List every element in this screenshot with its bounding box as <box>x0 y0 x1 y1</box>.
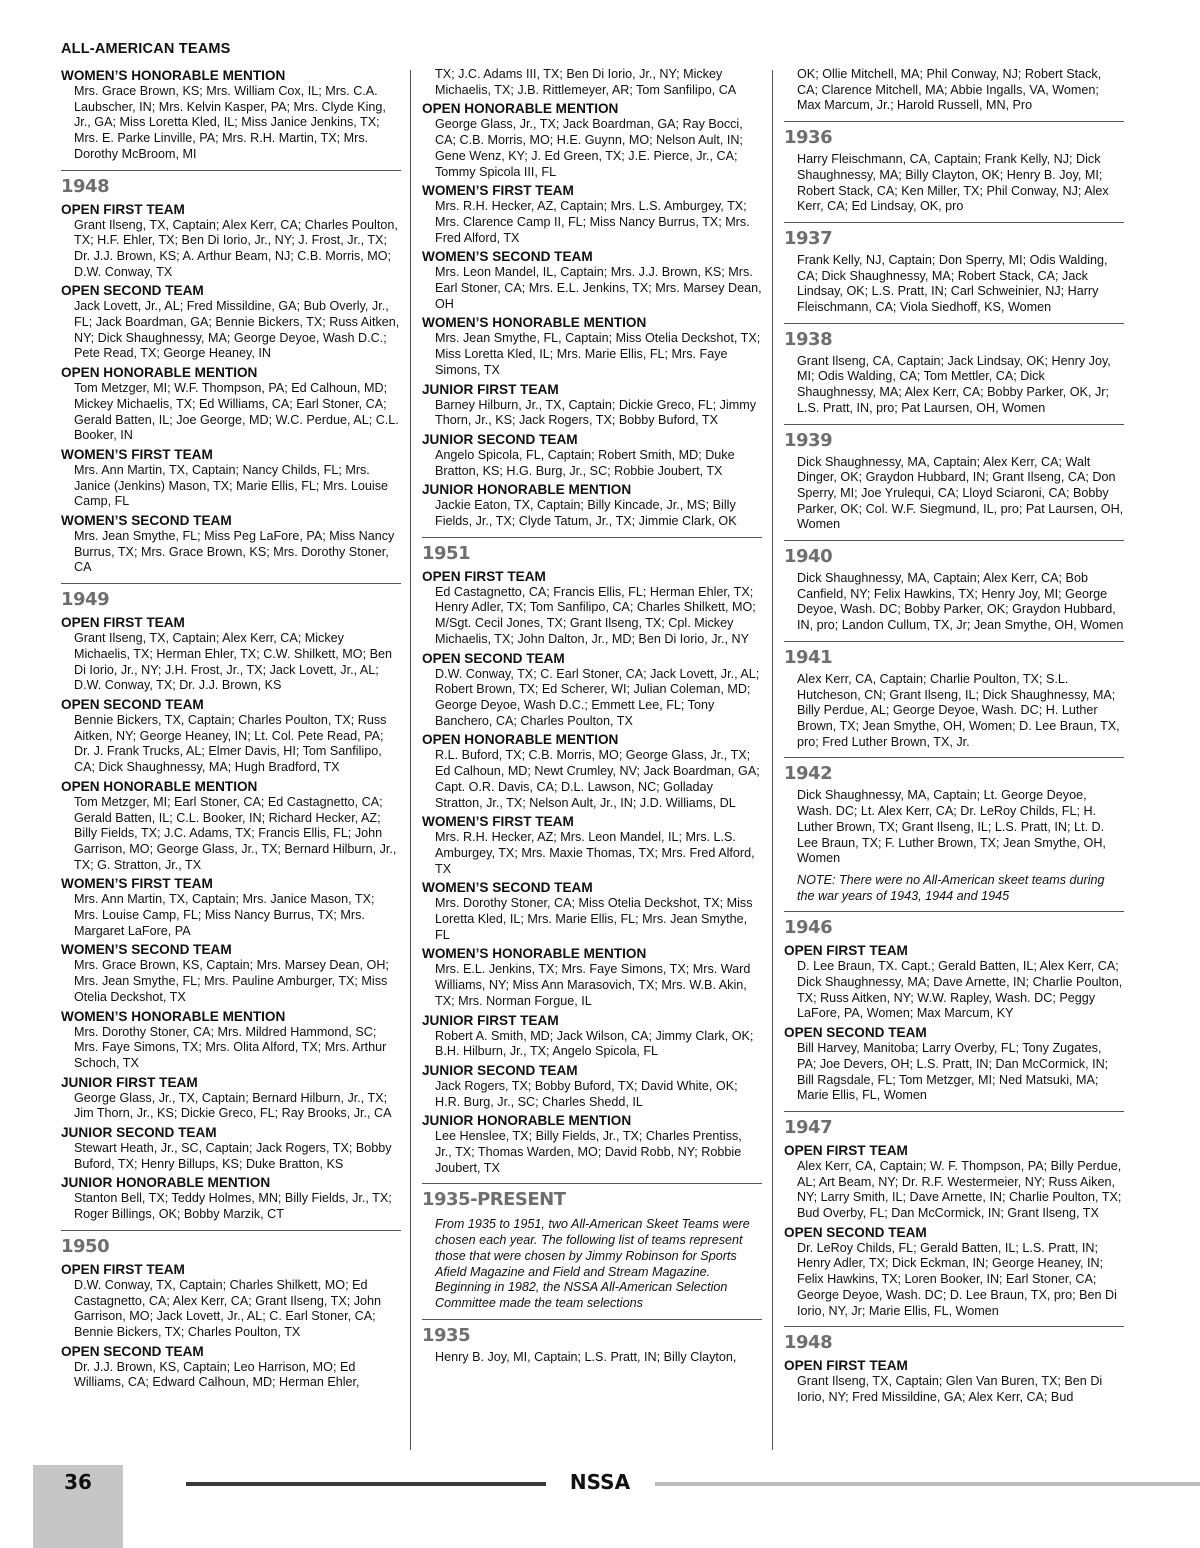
year-heading: 1938 <box>784 323 1124 351</box>
team-members: Grant Ilseng, CA, Captain; Jack Lindsay, OK; Henry Joy, MI; Odis Walding, CA; Tom Mettler, CA; Dick Shaughnessy, MA; Alex Kerr, CA; Bobby Parker, OK, Jr; L.S. Pratt, IN, pro; Pat Laursen, OH, Women <box>797 353 1111 415</box>
team-heading: WOMEN’S HONORABLE MENTION <box>61 1008 286 1024</box>
footer-org-name: NSSA <box>569 1470 631 1494</box>
year-heading: 1951 <box>422 537 762 565</box>
team-members: OK; Ollie Mitchell, MA; Phil Conway, NJ; Robert Stack, CA; Clarence Mitchell, MA; Abbie Ingalls, VA, Women; Max Marcum, Jr.; Harold Russell, MN, Pro <box>797 67 1102 113</box>
team-heading: OPEN HONORABLE MENTION <box>61 778 258 794</box>
team-heading: JUNIOR SECOND TEAM <box>422 431 578 447</box>
team-members: R.L. Buford, TX; C.B. Morris, MO; George Glass, Jr., TX; Ed Calhoun, MD; Newt Crumley, NV; Jack Boardman, GA; Capt. O.R. Davis, CA; D.L. Lawson, NC; Golladay Stratton, Jr., TX; Nelson Ault, Jr., IN; J.D. Williams, DL <box>435 748 760 810</box>
team-members: Mrs. E.L. Jenkins, TX; Mrs. Faye Simons, TX; Mrs. Ward Williams, NY; Miss Ann Marasovich, TX; Mrs. W.B. Akin, TX; Mrs. Norman Forgue, IL <box>435 962 751 1008</box>
team-members: Tom Metzger, MI; W.F. Thompson, PA; Ed Calhoun, MD; Mickey Michaelis, TX; Ed Williams, CA; Earl Stoner, CA; Gerald Batten, IL; Joe George, MD; W.C. Perdue, AL; C.L. Booker, IN <box>74 381 399 443</box>
team-members: Alex Kerr, CA, Captain; W. F. Thompson, PA; Billy Perdue, AL; Art Beam, NY; Dr. R.F. Westermeier, NY; Russ Aiken, NY; Larry Smith, IL; Dave Arnette, IN; Charlie Poulton, TX; Bud Overby, FL; Dan McCormick, IN; Grant Ilseng, TX <box>797 1158 1122 1221</box>
footer-rule-right <box>655 1482 1200 1486</box>
team-heading: OPEN HONORABLE MENTION <box>422 732 619 748</box>
team-members: Robert A. Smith, MD; Jack Wilson, CA; Jimmy Clark, OK; B.H. Hilburn, Jr., TX; Angelo Spicola, FL <box>435 1028 754 1059</box>
team-heading: OPEN SECOND TEAM <box>61 696 204 712</box>
team-heading: WOMEN’S HONORABLE MENTION <box>422 315 647 331</box>
year-heading: 1942 <box>784 757 1124 785</box>
team-members: Mrs. R.H. Hecker, AZ, Captain; Mrs. L.S. Amburgey, TX; Mrs. Clarence Camp II, FL; Miss Nancy Burrus, TX; Mrs. Fred Alford, TX <box>435 199 750 245</box>
year-heading: 1935 <box>422 1319 762 1347</box>
team-members: D. Lee Braun, TX. Capt.; Gerald Batten, IL; Alex Kerr, CA; Dick Shaughnessy, MA; Dave Arnette, IN; Charlie Poulton, TX; Russ Aitken, NY; W.W. Rapley, Wash. DC; Peggy LaFore, PA, Women; Max Marcum, KY <box>797 959 1123 1021</box>
team-members: Jack Rogers, TX; Bobby Buford, TX; David White, OK; H.R. Burg, Jr., SC; Charles Shedd, IL <box>435 1078 738 1109</box>
team-members: Henry B. Joy, MI, Captain; L.S. Pratt, IN; Billy Clayton, <box>435 1349 737 1364</box>
team-members: Stewart Heath, Jr., SC, Captain; Jack Rogers, TX; Bobby Buford, TX; Henry Billups, KS; Duke Bratton, KS <box>74 1141 392 1171</box>
team-heading: OPEN FIRST TEAM <box>784 1358 908 1374</box>
team-members: Mrs. Jean Smythe, FL; Miss Peg LaFore, PA; Miss Nancy Burrus, TX; Mrs. Grace Brown, KS; Mrs. Dorothy Stoner, CA <box>74 529 395 575</box>
team-members: Grant Ilseng, TX, Captain; Alex Kerr, CA; Charles Poulton, TX; H.F. Ehler, TX; Ben Di Iorio, Jr., NY; J. Frost, Jr., TX; Dr. J.J. Brown, KS; A. Arthur Beam, NJ; C.B. Morris, MO; D.W. Conway, TX <box>74 217 398 279</box>
team-heading: WOMEN’S FIRST TEAM <box>61 876 213 892</box>
team-members: Mrs. Dorothy Stoner, CA; Mrs. Mildred Hammond, SC; Mrs. Faye Simons, TX; Mrs. Olita Alford, TX; Mrs. Arthur Schoch, TX <box>74 1024 387 1070</box>
team-heading: JUNIOR SECOND TEAM <box>61 1125 217 1141</box>
year-heading: 1946 <box>784 911 1124 939</box>
team-members: Mrs. Grace Brown, KS, Captain; Mrs. Marsey Dean, OH; Mrs. Jean Smythe, FL; Mrs. Pauline Amburger, TX; Miss Otelia Deckshot, TX <box>74 958 389 1004</box>
team-heading: WOMEN’S FIRST TEAM <box>422 183 574 199</box>
team-heading: JUNIOR HONORABLE MENTION <box>61 1175 271 1191</box>
team-members: Mrs. Dorothy Stoner, CA; Miss Otelia Deckshot, TX; Miss Loretta Kled, IL; Mrs. Marie Ellis, FL; Mrs. Jean Smythe, FL <box>435 896 753 942</box>
team-heading: OPEN FIRST TEAM <box>422 568 546 584</box>
team-heading: WOMEN’S SECOND TEAM <box>61 942 232 958</box>
team-members: Grant Ilseng, TX, Captain; Glen Van Buren, TX; Ben Di Iorio, NY; Fred Missildine, GA; Alex Kerr, CA; Bud <box>797 1374 1103 1404</box>
team-members: D.W. Conway, TX; C. Earl Stoner, CA; Jack Lovett, Jr., AL; Robert Brown, TX; Ed Scherer, WI; Julian Coleman, MD; George Deyoe, Wash D.C.; Emmett Lee, FL; Tony Banchero, CA; Charles Poulton, TX <box>435 666 760 728</box>
team-members: Tom Metzger, MI; Earl Stoner, CA; Ed Castagnetto, CA; Gerald Batten, IL; C.L. Booker, IN; Richard Hecker, AZ; Billy Fields, TX; J.C. Adams, TX; Francis Ellis, FL; John Garrison, MO; George Glass, Jr., TX; Bernard Hilburn, Jr., TX; G. Stratton, Jr., TX <box>74 794 397 872</box>
team-members: Alex Kerr, CA, Captain; Charlie Poulton, TX; S.L. Hutcheson, CN; Grant Ilseng, IL; Dick Shaughnessy, MA; Billy Perdue, AL; George Deyoe, Wash. DC; H. Luther Brown, TX; Jean Smythe, OH, Women; D. Lee Braun, TX, pro; Fred Luther Brown, TX, Jr. <box>797 671 1120 749</box>
team-heading: WOMEN’S HONORABLE MENTION <box>61 68 286 83</box>
team-members: Mrs. Ann Martin, TX, Captain; Mrs. Janice Mason, TX; Mrs. Louise Camp, FL; Miss Nancy Burrus, TX; Mrs. Margaret LaFore, PA <box>74 892 375 938</box>
team-members: Dick Shaughnessy, MA, Captain; Alex Kerr, CA; Bob Canfield, NY; Felix Hawkins, TX; Henry Joy, MI; George Deyoe, Wash. DC; Bobby Parker, OK; Graydon Hubbard, IN, pro; Landon Cullum, TX, Jr; Jean Smythe, OH, Women <box>797 571 1124 633</box>
team-heading: WOMEN’S SECOND TEAM <box>422 880 593 896</box>
team-members: Harry Fleischmann, CA, Captain; Frank Kelly, NJ; Dick Shaughnessy, MA; Billy Clayton, OK; Henry B. Joy, MI; Robert Stack, CA; Ken Miller, TX; Phil Conway, NJ; Alex Kerr, CA; Ed Lindsay, OK, pro <box>797 152 1109 214</box>
team-members: Lee Henslee, TX; Billy Fields, Jr., TX; Charles Prentiss, Jr., TX; Thomas Warden, MO; David Robb, NY; Robbie Joubert, TX <box>435 1129 742 1175</box>
year-heading: 1948 <box>61 170 401 198</box>
team-heading: OPEN FIRST TEAM <box>61 1261 185 1277</box>
italic-note: NOTE: There were no All-American skeet teams during the war years of 1943, 1944 and 1945 <box>797 872 1105 903</box>
team-members: Angelo Spicola, FL, Captain; Robert Smith, MD; Duke Bratton, KS; H.G. Burg, Jr., SC; Robbie Joubert, TX <box>435 447 735 478</box>
team-heading: WOMEN’S SECOND TEAM <box>422 249 593 265</box>
team-heading: JUNIOR SECOND TEAM <box>422 1062 578 1078</box>
team-heading: OPEN SECOND TEAM <box>784 1025 927 1041</box>
page-heading: ALL-AMERICAN TEAMS <box>61 41 231 57</box>
team-heading: JUNIOR FIRST TEAM <box>422 1012 559 1028</box>
team-members: Dr. J.J. Brown, KS, Captain; Leo Harrison, MO; Ed Williams, CA; Edward Calhoun, MD; Herman Ehler, <box>74 1359 360 1390</box>
page-number: 36 <box>64 1470 92 1494</box>
team-members: George Glass, Jr., TX, Captain; Bernard Hilburn, Jr., TX; Jim Thorn, Jr., KS; Dickie Greco, FL; Ray Brooks, Jr., CA <box>74 1090 392 1121</box>
team-heading: OPEN HONORABLE MENTION <box>61 365 258 381</box>
year-heading: 1947 <box>784 1111 1124 1139</box>
team-members: Frank Kelly, NJ, Captain; Don Sperry, MI; Odis Walding, CA; Dick Shaughnessy, MA; Robert Stack, CA; Jack Lindsay, OK; L.S. Pratt, IN; Carl Schweinier, NJ; Harry Fleischmann, CA; Viola Siedhoff, KS, Women <box>797 252 1108 315</box>
team-heading: OPEN SECOND TEAM <box>422 650 565 666</box>
team-heading: JUNIOR FIRST TEAM <box>422 381 559 397</box>
team-heading: WOMEN’S SECOND TEAM <box>61 513 232 529</box>
year-heading: 1939 <box>784 424 1124 452</box>
team-heading: OPEN SECOND TEAM <box>61 1343 204 1359</box>
team-members: Mrs. Grace Brown, KS; Mrs. William Cox, IL; Mrs. C.A. Laubscher, IN; Mrs. Kelvin Kasper, PA; Mrs. Clyde King, Jr., GA; Miss Loretta Kled, IL; Miss Janice Jenkins, TX; Mrs. E. Parke Linville, PA; Mrs. R.H. Martin, TX; Mrs. Dorothy McBroom, MI <box>74 84 386 161</box>
team-members: Dick Shaughnessy, MA, Captain; Alex Kerr, CA; Walt Dinger, OK; Graydon Hubbard, IN; Grant Ilseng, CA; Don Sperry, MI; Joe Yrulequi, CA; Lloyd Sciaroni, CA; Bobby Parker, OK; Col. W.F. Siegmund, IL, pro; Pat Laursen, OH, Women <box>797 454 1124 532</box>
team-members: Stanton Bell, TX; Teddy Holmes, MN; Billy Fields, Jr., TX; Roger Billings, OK; Bobby Marzik, CT <box>74 1191 392 1222</box>
team-members: Mrs. Leon Mandel, IL, Captain; Mrs. J.J. Brown, KS; Mrs. Earl Stoner, CA; Mrs. E.L. Jenkins, TX; Mrs. Marsey Dean, OH <box>435 265 762 311</box>
year-heading: 1950 <box>61 1230 401 1258</box>
team-heading: JUNIOR HONORABLE MENTION <box>422 482 632 498</box>
team-members: Grant Ilseng, TX, Captain; Alex Kerr, CA; Mickey Michaelis, TX; Herman Ehler, TX; C.W. Shilkett, MO; Ben Di Iorio, Jr., NY; J.H. Frost, Jr., TX; Jack Lovett, Jr., AL; D.W. Conway, TX; Dr. J.J. Brown, KS <box>74 631 392 693</box>
team-heading: WOMEN’S HONORABLE MENTION <box>422 946 647 962</box>
team-members: Dick Shaughnessy, MA, Captain; Lt. George Deyoe, Wash. DC; Lt. Alex Kerr, CA; Dr. LeRoy Childs, FL; H. Luther Brown, TX; Grant Ilseng, IL; L.S. Pratt, IN; Lt. D. Lee Braun, TX; F. Luther Brown, TX; Jean Smythe, OH, Women <box>797 788 1106 866</box>
team-members: George Glass, Jr., TX; Jack Boardman, GA; Ray Bocci, CA; C.B. Morris, MO; H.E. Guynn, MO; Nelson Ault, IN; Gene Wenz, KY; J. Ed Green, TX; J.E. Pierce, Jr., CA; Tommy Spicola III, FL <box>435 117 743 179</box>
column-divider <box>410 70 411 1450</box>
year-heading: 1935-PRESENT <box>422 1183 762 1211</box>
team-heading: OPEN FIRST TEAM <box>784 943 908 959</box>
team-heading: OPEN FIRST TEAM <box>61 201 185 217</box>
team-heading: OPEN HONORABLE MENTION <box>422 101 619 117</box>
team-members: Bennie Bickers, TX, Captain; Charles Poulton, TX; Russ Aitken, NY; George Heaney, IN; Lt. Col. Pete Read, PA; Dr. J. Frank Trucks, AL; Elmer Davis, HI; Tom Sanfilipo, CA; Dick Shaughnessy, MA; Hugh Bradford, TX <box>74 712 387 775</box>
team-heading: JUNIOR HONORABLE MENTION <box>422 1113 632 1129</box>
year-heading: 1936 <box>784 121 1124 149</box>
team-heading: OPEN FIRST TEAM <box>61 615 185 631</box>
year-heading: 1948 <box>784 1326 1124 1354</box>
team-members: D.W. Conway, TX, Captain; Charles Shilkett, MO; Ed Castagnetto, CA; Alex Kerr, CA; Grant Ilseng, TX; John Garrison, MO; Jack Lovett, Jr., AL; C. Earl Stoner, CA; Bennie Bickers, TX; Charles Poulton, TX <box>74 1277 382 1339</box>
team-heading: JUNIOR FIRST TEAM <box>61 1074 198 1090</box>
team-members: Jack Lovett, Jr., AL; Fred Missildine, GA; Bub Overly, Jr., FL; Jack Boardman, GA; Bennie Bickers, TX; Russ Aitken, NY; Dick Shaughnessy, MA; George Deyoe, Wash D.C.; Pete Read, TX; George Heaney, IN <box>74 299 400 361</box>
team-members: Jackie Eaton, TX, Captain; Billy Kincade, Jr., MS; Billy Fields, Jr., TX; Clyde Tatum, Jr., TX; Jimmie Clark, OK <box>435 498 737 529</box>
team-members: Bill Harvey, Manitoba; Larry Overby, FL; Tony Zugates, PA; Joe Devers, OH; L.S. Pratt, IN; Dan McCormick, IN; Bill Ragsdale, FL; Tom Metzger, MI; Ned Matsuki, MA; Marie Ellis, FL, Women <box>797 1041 1109 1103</box>
team-heading: WOMEN’S FIRST TEAM <box>422 814 574 830</box>
footer-rule-left <box>186 1482 546 1486</box>
year-heading: 1940 <box>784 540 1124 568</box>
team-members: Barney Hilburn, Jr., TX, Captain; Dickie Greco, FL; Jimmy Thorn, Jr., KS; Jack Rogers, TX; Bobby Buford, TX <box>435 397 757 428</box>
team-members: Mrs. R.H. Hecker, AZ; Mrs. Leon Mandel, IL; Mrs. L.S. Amburgey, TX; Mrs. Maxie Thomas, TX; Mrs. Fred Alford, TX <box>435 830 755 876</box>
year-heading: 1937 <box>784 222 1124 250</box>
year-heading: 1949 <box>61 583 401 611</box>
team-members: Dr. LeRoy Childs, FL; Gerald Batten, IL; L.S. Pratt, IN; Henry Adler, TX; Dick Eckman, IN; George Heaney, IN; Felix Hawkins, TX; Loren Booker, IN; Earl Stoner, CA; George Deyoe, Wash. DC; D. Lee Braun, TX, pro; Ben Di Iorio, NY, Jr; Marie Ellis, FL, Women <box>797 1240 1117 1318</box>
column-2 <box>422 67 762 1367</box>
team-heading: OPEN SECOND TEAM <box>784 1224 927 1240</box>
column-1 <box>61 67 401 1393</box>
column-divider <box>772 70 773 1450</box>
italic-note: From 1935 to 1951, two All-American Skeet Teams were chosen each year. The following list of teams represent those that were chosen by Jimmy Robinson for Sports Afield Magazine and Field and Stream Magazine. Beginning in 1982, the NSSA All-American Selection Committee made the team selections <box>435 1217 750 1310</box>
team-members: Mrs. Jean Smythe, FL, Captain; Miss Otelia Deckshot, TX; Miss Loretta Kled, IL; Mrs. Marie Ellis, FL; Mrs. Faye Simons, TX <box>435 331 761 377</box>
team-members: Mrs. Ann Martin, TX, Captain; Nancy Childs, FL; Mrs. Janice (Jenkins) Mason, TX; Marie Ellis, FL; Mrs. Louise Camp, FL <box>74 462 389 509</box>
team-members: Ed Castagnetto, CA; Francis Ellis, FL; Herman Ehler, TX; Henry Adler, TX; Tom Sanfilipo, CA; Charles Shilkett, MO; M/Sgt. Cecil Jones, TX; Grant Ilseng, TX; Cpl. Mickey Michaelis, TX; John Dalton, Jr., MD; Ben Di Iorio, Jr., NY <box>435 584 756 646</box>
team-heading: OPEN FIRST TEAM <box>784 1142 908 1158</box>
year-heading: 1941 <box>784 641 1124 669</box>
team-heading: WOMEN’S FIRST TEAM <box>61 446 213 462</box>
team-members: TX; J.C. Adams III, TX; Ben Di Iorio, Jr., NY; Mickey Michaelis, TX; J.B. Rittlemeyer, AR; Tom Sanfilipo, CA <box>435 67 737 97</box>
team-heading: OPEN SECOND TEAM <box>61 283 204 299</box>
column-3 <box>784 67 1124 1408</box>
